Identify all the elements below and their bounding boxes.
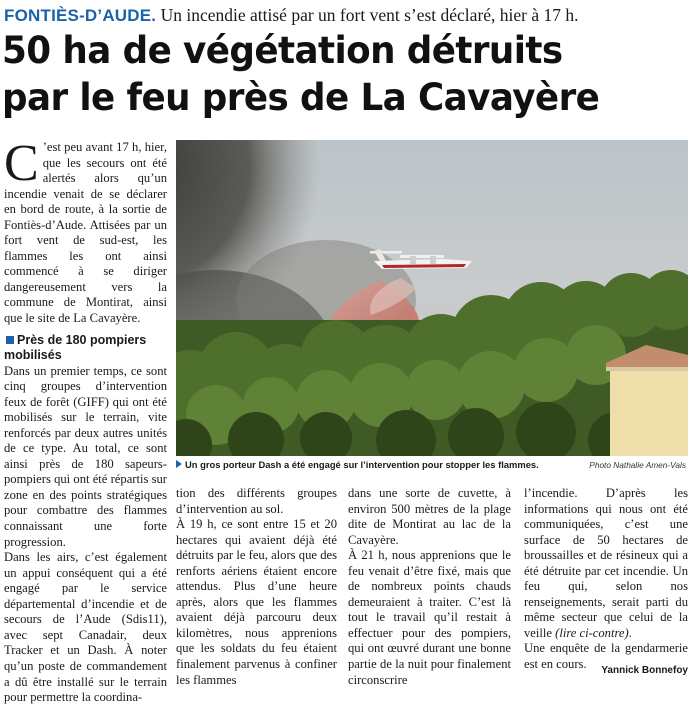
headline-line-2: par le feu près de La Cavayère: [2, 76, 600, 119]
lead-text: ’est peu avant 17 h, hier, que les secours ont été alertés alors qu’un incendie venait de se déclarer en bord de route, à la sortie de Fontiès-d’Aude. Attisées par un fort vent de sud-est, les flammes les ont ainsi commencé à se diriger dangereusement vers la commune de Montirat, ainsi que le site de La Cavayère.: [4, 140, 167, 326]
byline: Yannick Bonnefoy: [601, 665, 688, 676]
photo-caption: [176, 458, 690, 472]
body-paragraph: Dans un premier temps, ce sont cinq groupes d’intervention feux de forêt (GIFF) qui ont été mobilisés sur le terrain, vite renforcés par deux autres unités de ce type. Au total, ce sont ainsi près de 180 sapeurs-pompiers qui ont été répartis sur zone en des points stratégiques pour combattre des flammes connaissant une forte progression.: [4, 363, 167, 549]
article-column-4: [524, 486, 688, 673]
lead-paragraph: [4, 135, 167, 327]
caption-text: Un gros porteur Dash a été engagé sur l’intervention pour stopper les flammes.: [185, 459, 539, 470]
body-paragraph: Une enquête de la gendarmerie est en cours.: [524, 641, 688, 672]
body-paragraph: tion des différents groupes d’intervention au sol.: [176, 486, 337, 516]
kicker-line: [4, 4, 698, 27]
headline: [2, 27, 674, 121]
body-paragraph: À 21 h, nous apprenions que le feu venait d’être fixé, mais que de nombreux points chauds demeuraient à traiter. C’est là tout le travail qu’il restait à effectuer pour des pompiers, qui ont œuvré durant une bonne partie de la nuit pour finalement circonscrire: [348, 548, 511, 687]
body-paragraph: À 19 h, ce sont entre 15 et 20 hectares qui avaient déjà été détruits par le feu, alors que des renforts aériens étaient encore attendus. Plus d’une heure après, alors que les flammes avaient déjà parcouru deux kilomètres, nous apprenions que les soldats du feu étaient finalement parvenus à confiner les flammes: [176, 517, 337, 687]
cross-reference: (lire ci-contre): [555, 625, 629, 640]
article-column-3: [348, 486, 511, 688]
house: [606, 345, 688, 456]
body-paragraph: dans une sorte de cuvette, à environ 500 mètres de la plage dite de Montirat au lac de la Cavayère.: [348, 486, 511, 547]
drop-cap: C: [4, 135, 39, 192]
square-bullet-icon: [6, 336, 14, 344]
firefighting-aircraft-photo: [176, 140, 688, 456]
kicker-place: FONTIÈS-D’AUDE.: [4, 6, 157, 25]
article-column-1: [4, 135, 167, 706]
section-subheading: [4, 333, 167, 363]
article-column-2: [176, 486, 337, 688]
subheading-text: Près de 180 pompiers mobilisés: [4, 332, 147, 362]
article-photo: [176, 140, 688, 456]
photo-credit: Photo Nathalie Amen-Vals: [589, 460, 686, 470]
headline-line-1: 50 ha de végétation détruits: [2, 29, 563, 72]
body-paragraph: Dans les airs, c’est également un appui conséquent qui a été engagé par le service départemental d’incendie et de secours de l’Aude (Sdis11), avec sept Canadair, deux Tracker et un Dash. À noter qu’un poste de commandement a dû être installé sur le terrain pour permettre la coordina-: [4, 550, 167, 705]
kicker-text: Un incendie attisé par un fort vent s’est déclaré, hier à 17 h.: [156, 5, 579, 25]
body-paragraph: l’incendie. D’après les informations qui nous ont été communiquées, c’est une surface de 50 hectares de broussailles et de résineux qui a été détruite par cet incendie. Un feu qui, selon nos renseignements, serait parti du même secteur que celui de la veille (lire ci-contre).: [524, 486, 688, 640]
caption-marker-icon: [176, 460, 182, 468]
